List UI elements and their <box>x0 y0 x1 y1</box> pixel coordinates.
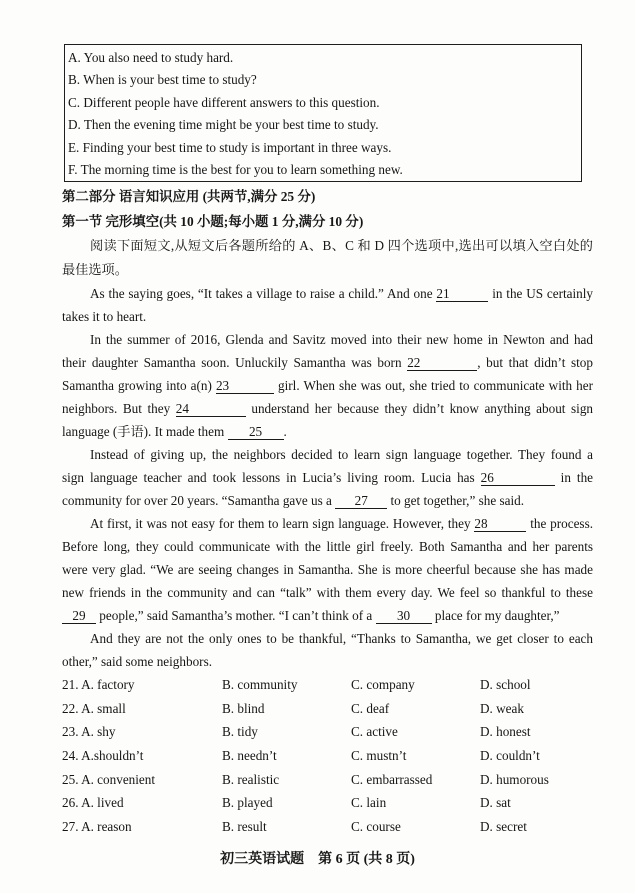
option-c: C. Different people have different answers to this question. <box>68 94 380 110</box>
passage-line <box>62 443 593 466</box>
answer-blank-25: 25 <box>228 425 284 440</box>
choice-a-text: A. reason <box>81 819 132 835</box>
choice-a <box>62 744 222 768</box>
passage-text: to get together,” she said. <box>390 493 525 508</box>
passage-text: Before long, they could communicate with the little girl freely. Both Samantha and her parents <box>62 539 593 554</box>
choice-c: C. company <box>351 677 415 692</box>
passage-line <box>62 535 593 558</box>
choice-b: B. tidy <box>222 724 258 740</box>
question-list <box>62 673 593 839</box>
passage-text: their daughter Samantha soon. Unluckily Samantha was born <box>62 355 402 370</box>
choice-a-text: A. convenient <box>81 771 156 787</box>
passage-text: And they are not the only ones to be thankful, “Thanks to Samantha, we get closer to each <box>90 631 593 646</box>
option-d: D. Then the evening time might be your best time to study. <box>68 117 379 133</box>
part-heading: 第二部分 语言知识应用 (共两节,满分 25 分) <box>62 189 316 204</box>
passage-text: Samantha growing into a(n) <box>62 378 212 393</box>
choice-a-text: A.shouldn’t <box>81 748 144 764</box>
choice-d: D. couldn’t <box>480 748 540 764</box>
option-f: F. The morning time is the best for you to learn something new. <box>68 161 403 177</box>
passage-text: Instead of giving up, the neighbors decided to learn sign language together. They found a <box>90 447 593 462</box>
choice-c: C. lain <box>351 795 387 811</box>
passage-text: At first, it was not easy for them to learn sign language. However, they <box>90 516 471 531</box>
options-box <box>64 44 582 182</box>
passage-text: in the <box>560 470 594 485</box>
answer-blank-28: 28 <box>474 517 526 532</box>
question-row <box>62 815 593 839</box>
question-row <box>62 720 593 744</box>
choice-c: C. active <box>351 724 398 740</box>
question-number: 25. <box>62 771 79 787</box>
answer-blank-30: 30 <box>376 609 432 624</box>
choice-b: B. community <box>222 677 298 692</box>
passage-text: were very glad. “We are seeing changes in Samantha. She is more cheerful because she has made <box>62 562 593 577</box>
question-row <box>62 697 593 721</box>
choice-c: C. embarrassed <box>351 771 433 787</box>
passage-line <box>62 328 593 351</box>
page-footer <box>0 849 635 871</box>
choice-d: D. weak <box>480 700 524 716</box>
choice-b: B. played <box>222 795 273 811</box>
passage-line <box>62 604 593 627</box>
passage-text: girl. When she was out, she tried to communicate with her <box>278 378 594 393</box>
instructions <box>62 234 593 282</box>
question-row <box>62 768 593 792</box>
passage-paragraph <box>62 328 593 443</box>
choice-d: D. sat <box>480 795 511 811</box>
passage-text: other,” said some neighbors. <box>62 654 212 669</box>
question-number: 21. <box>62 677 79 692</box>
passage-paragraph <box>62 443 593 512</box>
passage-text: neighbors. But they <box>62 401 171 416</box>
passage-text: takes it to heart. <box>62 309 147 324</box>
page-number: 第 6 页 (共 8 页) <box>318 852 415 867</box>
question-row <box>62 791 593 815</box>
choice-d: D. humorous <box>480 771 549 787</box>
instructions-line: 阅读下面短文,从短文后各题所给的 A、B、C 和 D 四个选项中,选出可以填入空白处的 <box>90 238 593 253</box>
question-number: 27. <box>62 819 79 835</box>
passage-line <box>62 558 593 581</box>
passage-line <box>62 374 593 397</box>
passage-paragraph <box>62 282 593 328</box>
passage-text: place for my daughter,” <box>434 608 560 623</box>
choice-b: B. realistic <box>222 771 280 787</box>
question-number: 26. <box>62 795 79 811</box>
question-row <box>62 673 593 697</box>
choice-a-text: A. factory <box>81 677 135 692</box>
option-b: B. When is your best time to study? <box>68 72 257 88</box>
option-e: E. Finding your best time to study is important in three ways. <box>68 139 392 155</box>
choice-a-text: A. lived <box>81 795 124 811</box>
passage-text: language (手语). It made them <box>62 424 225 439</box>
passage-text: , but that didn’t stop <box>477 355 593 370</box>
choice-a-text: A. small <box>81 700 126 716</box>
passage-text: understand her because they didn’t know anything about sign <box>251 401 594 416</box>
choice-a <box>62 673 222 697</box>
passage-text: In the summer of 2016, Glenda and Savitz moved into their new home in Newton and had <box>90 332 593 347</box>
passage-line <box>62 305 593 328</box>
choice-d: D. honest <box>480 724 531 740</box>
answer-blank-26: 26 <box>481 471 555 486</box>
passage-text: As the saying goes, “It takes a village to raise a child.” And one <box>90 286 433 301</box>
section-heading: 第一节 完形填空(共 10 小题;每小题 1 分,满分 10 分) <box>62 214 364 229</box>
question-number: 23. <box>62 724 79 740</box>
passage-line <box>62 627 593 650</box>
answer-blank-22: 22 <box>407 356 477 371</box>
choice-c: C. course <box>351 819 401 835</box>
exam-title: 初三英语试题 <box>220 852 305 867</box>
passage-text: people,” said Samantha’s mother. “I can’t think of a <box>99 608 373 623</box>
passage-text: sign language teacher and took lessons in Lucia’s living room. Lucia has <box>62 470 475 485</box>
answer-blank-21: 21 <box>436 287 488 302</box>
choice-a <box>62 768 222 792</box>
choice-a <box>62 720 222 744</box>
passage-line <box>62 512 593 535</box>
passage-line <box>62 489 593 512</box>
choice-b: B. needn’t <box>222 748 277 764</box>
passage-line <box>62 466 593 489</box>
answer-blank-29: 29 <box>62 609 96 624</box>
choice-a <box>62 791 222 815</box>
passage-text: community for over 20 years. “Samantha gave us a <box>62 493 332 508</box>
passage <box>62 282 593 673</box>
section-headings <box>62 184 593 234</box>
passage-line <box>62 420 593 443</box>
passage-line <box>62 650 593 673</box>
passage-text: . <box>283 424 287 439</box>
answer-blank-24: 24 <box>176 402 246 417</box>
choice-c: C. deaf <box>351 700 390 716</box>
choice-c: C. mustn’t <box>351 748 407 764</box>
answer-blank-23: 23 <box>216 379 274 394</box>
choice-a <box>62 815 222 839</box>
passage-text: the process. <box>530 516 593 531</box>
question-row <box>62 744 593 768</box>
choice-d: D. secret <box>480 819 527 835</box>
passage-paragraph <box>62 512 593 627</box>
question-number: 22. <box>62 700 79 716</box>
passage-line <box>62 581 593 604</box>
passage-line <box>62 282 593 305</box>
choice-d: D. school <box>480 677 531 692</box>
choice-b: B. result <box>222 819 267 835</box>
choice-b: B. blind <box>222 700 265 716</box>
question-number: 24. <box>62 748 79 764</box>
answer-blank-27: 27 <box>335 494 387 509</box>
passage-text: new friends in the community and can “talk” with them every day. We feel so thankful to these <box>62 585 593 600</box>
passage-line <box>62 351 593 374</box>
passage-paragraph <box>62 627 593 673</box>
passage-text: in the US certainly <box>492 286 594 301</box>
option-a: A. You also need to study hard. <box>68 50 234 65</box>
instructions-line: 最佳选项。 <box>62 262 128 277</box>
choice-a <box>62 697 222 721</box>
choice-a-text: A. shy <box>81 724 116 740</box>
passage-line <box>62 397 593 420</box>
